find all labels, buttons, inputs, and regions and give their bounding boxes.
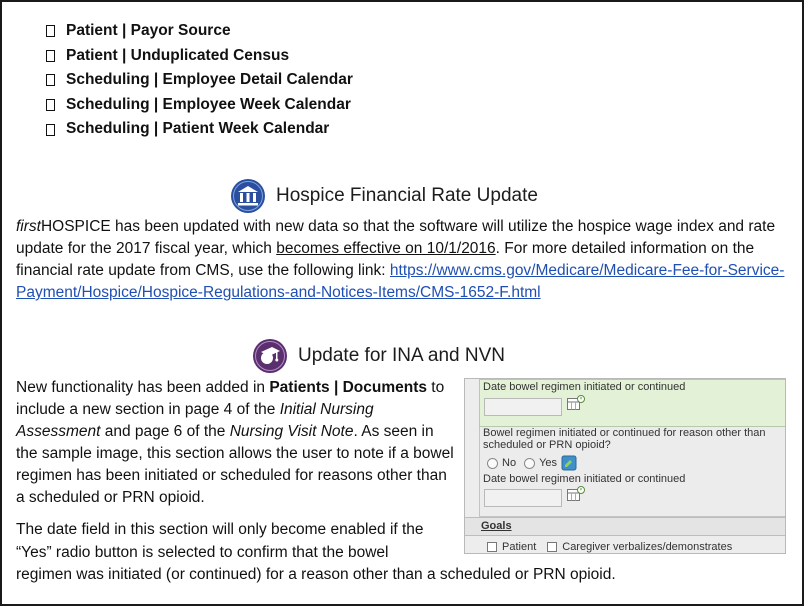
sample-question-line2: scheduled or PRN opioid? [483, 439, 611, 451]
calendar-icon[interactable] [567, 395, 585, 411]
sample-form-image [464, 378, 786, 554]
ina-nvn-heading [252, 338, 505, 374]
goals-row [465, 517, 786, 536]
sample-question-line1: Bowel regimen initiated or continued for reason other than [483, 427, 766, 439]
sample-date-label-2: Date bowel regimen initiated or continued [483, 473, 686, 485]
document-name-ina: Initial Nursing Assessment [16, 401, 374, 440]
ina-nvn-paragraph: New functionality has been added in Patients | Documents to include a new section in page 4 of the Initial Nursing Assessment and page 6 of the Nursing Visit Note. As seen in the sample image, this section allows the user to note if a bowel regimen has been initiated or scheduled for reasons other than a scheduled or PRN opioid. [16, 379, 454, 506]
nurse-cap-icon [252, 338, 288, 374]
sample-date-input[interactable] [484, 398, 562, 416]
report-list-item: Scheduling | Employee Week Calendar [46, 93, 353, 118]
rate-update-title: Hospice Financial Rate Update [276, 185, 538, 206]
rate-update-heading [230, 178, 538, 214]
yes-radio[interactable] [524, 458, 535, 469]
report-list-item: Scheduling | Employee Detail Calendar [46, 68, 353, 93]
checkbox-glyph-icon [46, 99, 55, 111]
no-radio[interactable] [487, 458, 498, 469]
report-list-item: Patient | Payor Source [46, 19, 353, 44]
rate-update-paragraph: firstHOSPICE has been updated with new data so that the software will utilize the hospice wage index and rate update for the 2017 fiscal year, which becomes effective on 10/1/2016. For more detailed information on the financial rate update from CMS, use the following link: https://www.cms.gov/Medicare/Medicare-Fee-for-Service-Payment/Hospice/Hospice-Regulations-and-Notices-Items/CMS-1652-F.html [16, 218, 785, 301]
cms-link[interactable]: https://www.cms.gov/Medicare/Medicare-Fee-for-Service-Payment/Hospice/Hospice-Regulations-and-Notices-Items/CMS-1652-F.html [16, 262, 785, 301]
goals-label: Goals [481, 520, 512, 532]
sample-date-label: Date bowel regimen initiated or continued [483, 381, 686, 393]
calendar-icon[interactable] [567, 486, 585, 502]
sample-radio-row [487, 455, 577, 471]
caregiver-checkbox-label: Caregiver verbalizes/demonstrates [562, 541, 733, 553]
date-field-paragraph: The date field in this section will only become enabled if the “Yes” radio button is selected to confirm that the bowel regimen was initiated (or continued) for a reason other than a scheduled or PRN opioid. [16, 521, 616, 583]
caregiver-checkbox[interactable] [547, 542, 557, 552]
checkbox-glyph-icon [46, 50, 55, 62]
note-edit-icon[interactable] [561, 455, 577, 471]
brand-name: first [16, 218, 41, 235]
ina-nvn-title: Update for INA and NVN [298, 345, 505, 366]
patient-checkbox-label: Patient [502, 541, 537, 553]
report-list-item: Scheduling | Patient Week Calendar [46, 117, 353, 142]
bank-building-icon [230, 178, 266, 214]
patient-checkbox[interactable] [487, 542, 497, 552]
yes-radio-label: Yes [539, 457, 558, 469]
report-list-item: Patient | Unduplicated Census [46, 44, 353, 69]
effective-date-text: becomes effective on 10/1/2016 [276, 240, 496, 257]
sample-date-input-2[interactable] [484, 489, 562, 507]
document-name-nvn: Nursing Visit Note [229, 423, 354, 440]
menu-path: Patients | Documents [269, 379, 427, 396]
sample-checkbox-row [487, 541, 732, 553]
no-radio-label: No [502, 457, 517, 469]
checkbox-glyph-icon [46, 124, 55, 136]
checkbox-glyph-icon [46, 25, 55, 37]
report-list [46, 19, 353, 142]
checkbox-glyph-icon [46, 74, 55, 86]
